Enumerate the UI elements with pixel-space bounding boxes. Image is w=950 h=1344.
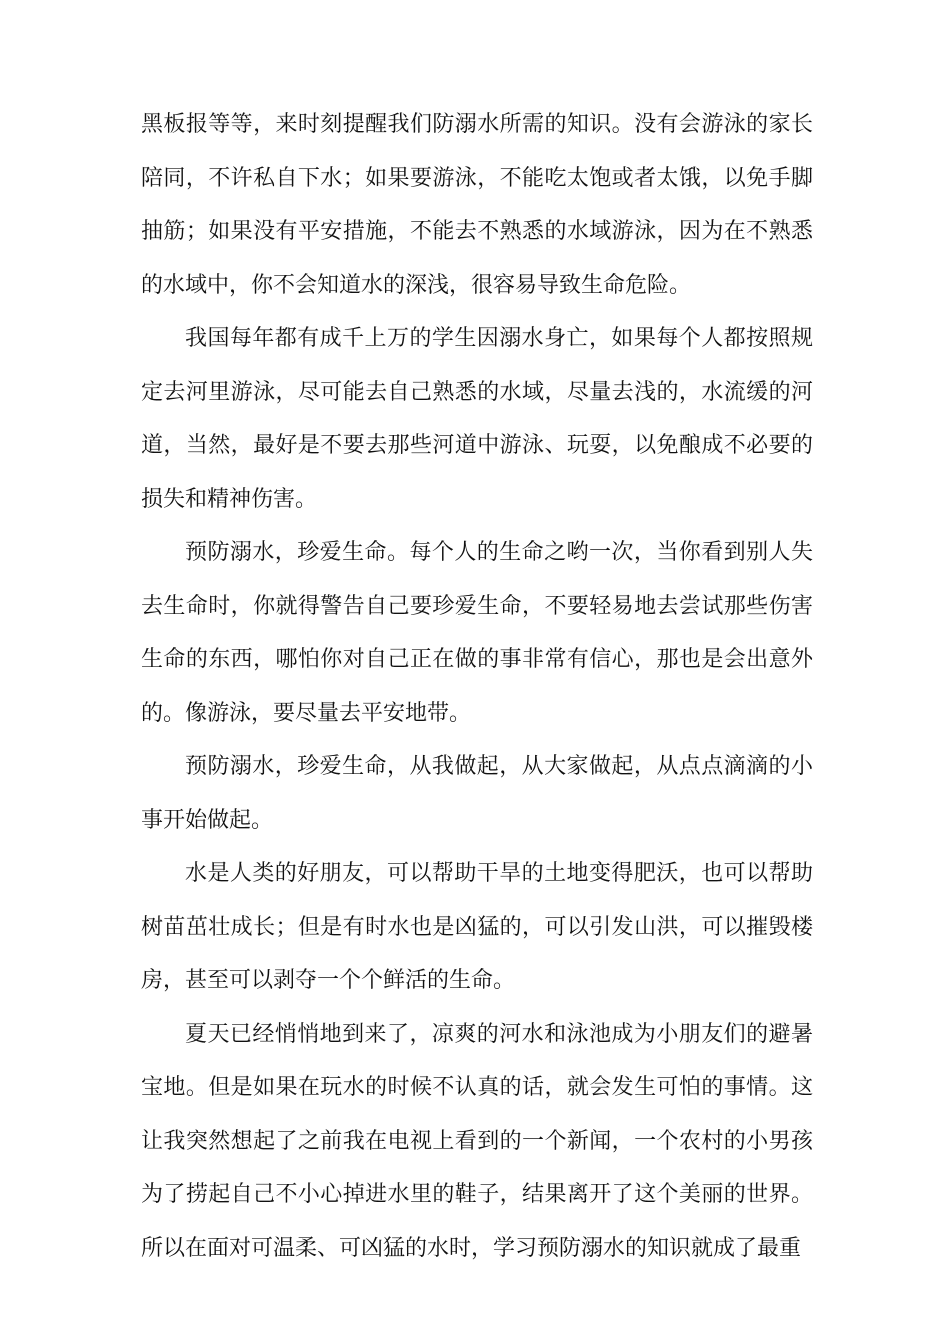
document-body [141,98,813,1275]
paragraph-4: 预防溺水，珍爱生命，从我做起，从大家做起，从点点滴滴的小事开始做起。 [141,754,813,833]
paragraph-5: 水是人类的好朋友，可以帮助干旱的土地变得肥沃，也可以帮助树苗茁壮成长；但是有时水也是凶猛的，可以引发山洪，可以摧毁楼房，甚至可以剥夺一个个鲜活的生命。 [141,861,813,993]
paragraph-6: 夏天已经悄悄地到来了，凉爽的河水和泳池成为小朋友们的避暑宝地。但是如果在玩水的时候不认真的话，就会发生可怕的事情。这让我突然想起了之前我在电视上看到的一个新闻，一个农村的小男孩为了捞起自己不小心掉进水里的鞋子，结果离开了这个美丽的世界。所以在面对可温柔、可凶猛的水时，学习预防溺水的知识就成了最重 [141,1021,813,1261]
paragraph-3: 预防溺水，珍爱生命。每个人的生命之哟一次，当你看到别人失去生命时，你就得警告自己要珍爱生命，不要轻易地去尝试那些伤害生命的东西，哪怕你对自己正在做的事非常有信心，那也是会出意外的。像游泳，要尽量去平安地带。 [141,540,813,726]
paragraph-2: 我国每年都有成千上万的学生因溺水身亡，如果每个人都按照规定去河里游泳，尽可能去自己熟悉的水域，尽量去浅的，水流缓的河道，当然，最好是不要去那些河道中游泳、玩耍，以免酿成不必要的损失和精神伤害。 [141,326,813,512]
paragraph-1: 黑板报等等，来时刻提醒我们防溺水所需的知识。没有会游泳的家长陪同，不许私自下水；如果要游泳，不能吃太饱或者太饿，以免手脚抽筋；如果没有平安措施，不能去不熟悉的水域游泳，因为在不熟悉的水域中，你不会知道水的深浅，很容易导致生命危险。 [141,112,813,298]
